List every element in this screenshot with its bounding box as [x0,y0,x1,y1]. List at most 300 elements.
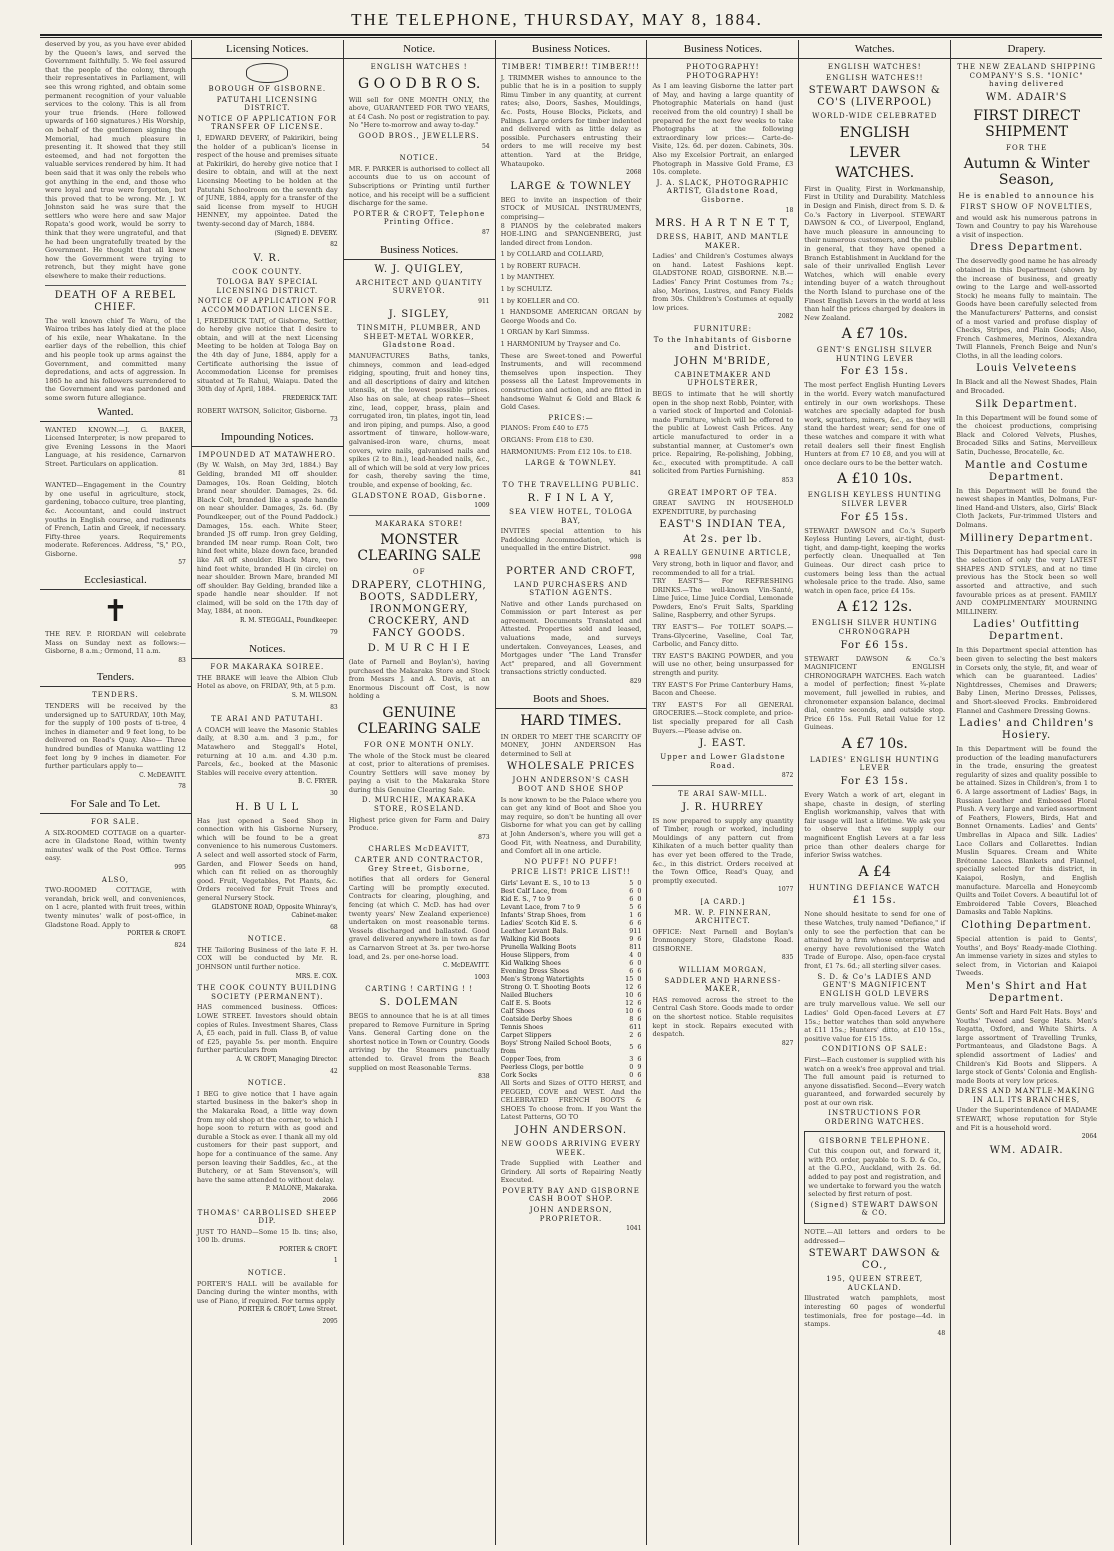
mantle-dept-text: In this Department will be found the newest shapes in Mantles, Dolmans, Fur-lined Hand-and Ulsters, also, Girls' Black Cloth Jackets, Fur-trimmed Ulsters and Dolmans. [956,486,1098,529]
signature: LARGE & TOWNLEY. [525,459,617,468]
ad-number: 853 [781,476,794,484]
morgan-subtitle: SADDLER AND HARNESS-MAKER, [664,976,782,994]
business-heading: Business Notices. [496,40,647,59]
item-shillings: 6 [629,1022,634,1031]
monster-sale-title: MONSTER CLEARING SALE [357,532,481,565]
item-shillings: 6 [629,958,634,967]
item-pence: 6 [637,1014,642,1023]
doleman-text: BEGS to announce that he is at all times prepared to Remove Furniture in Spring Vans. General Carting done on the shortest notice in Town or Country. Goods arriving by the Steamers punctually attended to. Gravel from the Beach supplied on most Reasonable Terms. [348,1011,490,1072]
vr-crest: V. R. [253,252,282,264]
price-list [501,424,642,456]
signature: R. M. STEGGALL, Poundkeeper. [240,617,338,625]
item-name: Infants' Strap Shoes, from [500,910,586,919]
item-name: Nailed Bluchers [500,990,553,999]
offer-4-text: Every Watch a work of art, elegant in shape, chaste in design, of sterling English workmanship, valves that with fair usage will last a lifetime. We ask you to observe that we supply our magnificent English Levers at a far less price than other dealers charge for inferior Swiss watches. [804,791,946,860]
table-row [501,1015,642,1023]
business-heading: Business Notices. [647,40,798,59]
offer-3-desc: ENGLISH SILVER HUNTING CHRONOGRAPH [811,619,938,636]
item-shillings: 8 [629,942,634,951]
instrument-item: 1 by SCHULTZ. [500,285,553,294]
silk-dept-title: Silk Department. [975,398,1078,410]
item-shillings: 9 [629,934,634,943]
column-2 [191,40,343,1545]
impound-list: (By W. Walsh, on May 3rd, 1884.) Bay Gelding, branded MI off shoulder. Damages, 10s. Roan Gelding, blotch brand near shoulder. Damages, 2s. 6d. Black Colt, branded like a spade handle on near shoulder. Damages, 2s. 6d. (By Poundkeeper, out of the Pound Paddock.) Damages, 15s. each. White Steer, branded JS off rump. Iron grey Gelding, branded IM near rump. Roan Colt, two hind feet white, blaze down face, branded like AR off shoulder. Black Mare, two hind feet white, branded H (in circle) on near shoulder. Brown Mare, branded MI off shoulder. Bay Gelding, branded like a spade handle near shoulder. If not claimed, will be sold on the 17th day of May, 1884, at noon. [196,461,338,616]
item-name: Coatside Derby Shoes [500,1014,573,1023]
goods-list: DRAPERY, CLOTHING, BOOTS, SADDLERY, IRONMONGERY, CROCKERY, AND FANCY GOODS. [351,579,487,639]
instrument-item: 1 by COLLARD and COLLARD, [500,250,604,259]
ad-number: 2082 [778,313,794,321]
tenders-text: TENDERS will be received by the undersigned up to SATURDAY, 10th May, for the supply of 100 posts of ti-tree, 4 inches in diameter and 9 feet long, to be delivered on Read's Quay. Also— Three hundred bundles of Manuka wattling 12 feet long by 9 inches in diameter. For further particulars apply to— [45,702,186,771]
offer-5-desc: HUNTING DEFIANCE WATCH [809,883,941,892]
offer-2-text: STEWART DAWSON and Co.'s Superb Keyless Hunting Levers, air-tight, dust-tight, and damp-tight, keeping the works perfectly clean. Unequalled at Ten Guineas. Our direct cash price to customers being less than the actual wholesale price to the trade. Also, same watch in open face, price £4 15s. [804,526,946,595]
card-label: [A CARD.] [700,897,746,906]
porter-text: Native and other Lands purchased on Commission or part Interest as per agreement. Documents Translated and Attested. Properties sold and leased, valuations made, and surveys undertaken. Conveyances, Leases, and Mortgages under "The Land Transfer Act" prepared, and all Government transactions strictly conducted. [500,599,642,677]
address-note: NOTE.—All letters and orders to be addressed— [804,1228,946,1245]
ad-number: 2068 [626,169,642,177]
no-puff-label: NO PUFF! NO PUFF! [524,857,618,866]
item-name: Strong O. T. Shooting Boots [500,982,591,991]
velveteens-text: In Black and all the Newest Shades, Plain and Brocaded. [956,378,1098,396]
ad-number: 1003 [474,973,490,981]
sale-also: ALSO, [101,875,129,884]
dress-dept-title: Dress Department. [969,242,1084,254]
ad-number: 82 [330,241,338,249]
notice-title: NOTICE. [399,154,439,163]
coach-title: TE ARAI AND PATUTAHI. [211,715,324,724]
item-pence: 9 [637,1062,642,1071]
signature: GLADSTONE ROAD, Opposite Whinray's, Cabinet-maker. [211,903,338,920]
column-6 [798,40,950,1545]
item-shillings: 3 [629,1054,634,1063]
gold-levers-title: S. D. & Co's LADIES AND GENT'S MAGNIFICENT ENGLISH GOLD LEVERS [817,972,933,998]
conditions-title: CONDITIONS OF SALE: [821,1045,928,1054]
tea-import-title: GREAT IMPORT OF TEA. [667,488,778,497]
adair-title: WM. ADAIR'S [985,91,1068,103]
quigley-title: W. J. QUIGLEY, [374,263,464,275]
table-row [501,975,642,983]
dressmaking-text: Under the Superintendence of MADAME STEWART, whose reputation for Style and Fit is a household word. [956,1106,1098,1132]
notice-title: NOTICE. [247,1269,287,1278]
gold-levers-text: are truly marvellous value. We sell our Ladies' Gold Open-faced Levers at £7 15s.; better watches than sold anywhere at £11 15s.; Hunters' ditto, at £10 15s., positive value for £15 15s. [804,1000,946,1043]
offer-1-price: A £7 10s. [841,326,908,343]
address-street: 195, QUEEN STREET, AUCKLAND. [826,1275,924,1292]
saving-text: GREAT SAVING IN HOUSEHOLD EXPENDITURE, by purchasing [652,499,794,516]
item-shillings: 6 [629,894,634,903]
watches-title: ENGLISH WATCHES ! [370,63,468,71]
outfitting-dept-title: Ladies' Outfitting Department. [973,619,1080,643]
item-name: Carpet Slippers [500,1030,552,1039]
item-pence: 6 [637,910,642,919]
signature: C. McDEAVITT. [442,962,490,970]
item-pence: 6 [637,1070,642,1079]
ad-number: 30 [330,789,338,797]
signature: A. W. CROFT, Managing Director. [236,1056,338,1063]
table-row [501,879,642,887]
english-label: ENGLISH [839,124,910,141]
table-row [501,1039,642,1055]
column-7 [950,40,1102,1545]
soiree-text: THE BRAKE will leave the Albion Club Hotel as above, on FRIDAY, 9th, at 5 p.m. [196,673,338,691]
try-east-item: TRY EAST'S For Prime Canterbury Hams, Bacon and Cheese. [652,680,794,698]
offer-5-for: £1 15s. [852,895,897,907]
ad-number: 872 [781,772,794,780]
item-pence: 6 [637,966,642,975]
column-4 [495,40,647,1545]
ad-number: 73 [330,416,338,424]
item-pence: 6 [637,1042,642,1051]
mens-dept-title: Men's Shirt and Hat Department. [965,980,1088,1004]
rebel-article: The well known chief Te Waru, of the Wairoa tribes has lately died at the place of his exile, near Whakatane. In the earlier days of the rebellion, this chief and his people took up arms against the Government, and committed many depredations, and acts of aggression. In 1865 he and his followers surrendered to the Government and was pardoned and some sworn future allegiance. [45,316,186,402]
millinery-dept-title: Millinery Department. [959,532,1094,544]
mcdeavitt-title: CHARLES McDEAVITT, [368,845,470,854]
coupon-heading: GISBORNE TELEPHONE. [819,1136,931,1145]
item-pence: 11 [633,1022,642,1031]
ad-number: 838 [478,1073,490,1081]
table-row [501,1063,642,1071]
ad-number: 1009 [474,502,490,510]
table-row [501,919,642,927]
tea-price: At 2s. per lb. [683,534,763,546]
offer-1-for: For £3 15s. [840,366,909,378]
item-shillings: 4 [629,950,634,959]
ad-number: 1 [333,1257,338,1265]
table-row [501,927,642,935]
quigley-subtitle: ARCHITECT AND QUANTITY SURVEYOR. [355,278,483,296]
order-coupon[interactable] [804,1131,945,1224]
ad-number: 83 [330,703,338,711]
boots-heading: Boots and Shoes. [496,690,647,709]
finlay-subtitle: SEA VIEW HOTEL, TOLOGA BAY, [509,507,633,525]
item-shillings: 0 [629,1070,634,1079]
instrument-item: 1 HARMONIUM by Trayser and Co. [500,340,621,349]
society-text: HAS commenced business. Offices: LOWE STREET. Investors should obtain copies of Rules. Investment Shares, Class A, £5 each, paid in full. Class B, of value of £25, payable 5s. per month. Enquire further particulars from [196,1003,338,1055]
item-name: Best Calf Lace, from [500,886,567,895]
makaraka-title: MAKARAKA STORE! [375,519,464,528]
furniture-title: FURNITURE: [693,325,752,334]
column-3 [343,40,495,1545]
address-title: STEWART DAWSON & CO., [808,1248,941,1272]
item-shillings: 10 [625,1006,634,1015]
hard-times-text: IN ORDER TO MEET THE SCARCITY OF MONEY, JOHN ANDERSON Has determined to Sell at [500,732,642,758]
new-goods-label: NEW GOODS ARRIVING EVERY WEEK. [501,1139,641,1157]
east-subtitle: Upper and Lower Gladstone Road. [660,753,786,770]
adair-signature: WM. ADAIR. [989,1144,1064,1156]
offer-5-text: None should hesitate to send for one of these Watches, truly named "Defiance," if only to see the perfection that can be attained by a firm whose enterprise and energy have revolutionised the Watch Trade of Europe. Also, open-face crystal front, £1 7s. 6d.; all sterling silver cases. [804,910,946,970]
offer-2-for: For £5 15s. [840,511,909,523]
finlay-text: INVITES special attention to his Paddocking Accommodation, which is unequalled in the entire District. [500,527,642,553]
tailoring-notice: THE Tailoring Business of the late F. H. COX will be conducted by Mr. R. JOHNSON until further notice. [196,945,338,972]
signature: JOHN ANDERSON, PROPRIETOR. [529,1206,613,1223]
clothing-dept-title: Clothing Department. [961,919,1092,931]
watches-heading: Watches. [799,40,950,59]
item-shillings: 12 [625,998,634,1007]
wanted-heading: Wanted. [40,403,191,422]
borough-title: BOROUGH OF GISBORNE. [208,85,327,93]
price-item: PIANOS: From £40 to £75 [500,424,589,433]
accommodation-title: NOTICE OF APPLICATION FOR ACCOMMODATION LICENSE. [197,297,337,315]
sale-ad-2: TWO-ROOMED COTTAGE, with verandah, brick well, and conveniences, on 1 acre, planted with fruit trees, within twenty minutes' walk of post-office, in Gladstone Road. Apply to [45,886,186,929]
table-row [501,943,642,951]
signature: S. M. WILSON. [291,692,338,700]
tea-subtitle: A REALLY GENUINE ARTICLE, [654,549,792,558]
offer-5-price: A £4 [858,863,891,880]
morgan-text: HAS removed across the street to the Central Cash Store. Goods made to order on the shortest notice. Stable requisites kept in stock. Repairs executed with despatch. [652,995,794,1039]
parker-notice: MR. F. PARKER is authorised to collect all accounts due to us on account of Subscriptions or Printing until further notice, and his receipt will be a sufficient discharge for the same. [348,164,490,208]
ad-number: 54 [481,142,490,150]
dress-dept-text: The deservedly good name he has already obtained in this Department (shown by the increase of business, and greatly owing to the Large and well-assorted Stock) he means fully to maintain. The Goods have been carefully selected from the Manufacturers' Patterns, and consist of a most varied and profuse display of Checks, Stripes, and Plain Goods; Also, French Cashmeres, Merinos, Alexandra Twill Flannels, French Beige and Nun's Cloths, in all the leading colors. [956,257,1098,360]
item-name: Calf Shoes [500,1006,536,1015]
accommodation-notice: I, FREDERICK TAIT, of Gisborne, Settler, do hereby give notice that I desire to obtain, and will at the next Licensing Meeting to be holden at Tologa Bay on the 4th day of June, 1884, apply for a Certificate authorising the issue of Accommodation License for premises situated at Te Rahui, Waiapu. Dated the 30th day of April, 1884. [196,316,338,394]
ad-number: 18 [785,206,794,214]
item-name: Kid E. S., 7 to 9 [500,894,552,903]
signature: C. McDEAVITT. [139,771,186,779]
notice-title: NOTICE. [247,935,287,944]
item-pence: 6 [637,982,642,991]
store-text-2: All Sorts and Sizes of OTTO HERST, and PEGGED, COVE and WEST. And the CELEBRATED FRENCH BOOTS & SHOES To choose from. If you Want the Latest Patterns, GO TO [500,1078,642,1122]
item-pence: 6 [637,1054,642,1063]
item-pence: 0 [637,958,642,967]
item-name: Peerless Clogs, per bottle [500,1062,584,1071]
notice-title: NOTICE. [247,1079,287,1088]
offer-3-for: For £6 15s. [840,639,909,651]
offer-4-for: For £3 15s. [840,776,909,788]
sigley-subtitle: TINSMITH, PLUMBER, AND SHEET-METAL WORKER, Gladstone Road. [356,324,482,350]
hartnett-subtitle: DRESS, HABIT, AND MANTLE MAKER. [656,233,790,250]
masthead-rule-thin [40,37,1102,38]
instrument-item: 1 HANDSOME AMERICAN ORGAN by George Woods and Co. [500,308,642,325]
item-shillings: 0 [629,1062,634,1071]
signature: MRS. E. COX. [295,972,338,980]
table-row [501,991,642,999]
dressmaking-title: DRESS AND MANTLE-MAKING IN ALL ITS BRANCHES, [958,1087,1096,1104]
instrument-item: 1 by KOELLER and CO. [500,296,580,305]
item-name: Walking Kid Boots [500,934,560,943]
item-name: Men's Strong Watertights [500,974,585,983]
sawmill-title: TE ARAI SAW-MILL. [678,789,768,798]
mcdeavitt-text: notifies that all orders for General Carting will be promptly executed. Contracts for clearing, ploughing, and fencing (at which C. McD. has had over twenty years' New Zealand experience) undertaken on most reasonable terms. Vessels discharged and ballasted. Good gravel delivered anywhere in town as far as Carnarvon Street at 3s. per two-horse load, and 2s. per one-horse load. [348,875,490,961]
timber-title: TIMBER! TIMBER!! TIMBER!!! [502,63,640,71]
ad-number: 873 [478,833,490,841]
table-row [501,1023,642,1031]
porter-subtitle: LAND PURCHASERS AND STATION AGENTS. [514,580,628,598]
offer-1-desc: GENT'S ENGLISH SILVER HUNTING LEVER [816,346,933,363]
rebel-heading: DEATH OF A REBEL CHIEF. [54,289,177,313]
mcbride-text: BEGS to intimate that he will shortly open in the shop next Robb, Pointer, with a varied stock of Imported and Colonial-made Furniture, which will be offered to the public at Lowest Cash Prices. Any article manufactured to order in a substantial manner, at Customer's own price. Repairing, Re-polishing, Jobbing, &c., executed with promptitude. A call solicited from Parties Furnishing. [652,390,794,476]
timber-text: J. TRIMMER wishes to announce to the public that he is in a position to supply Rimu Timber in any quantity, at current rates; also, Doors, Sashes, Mouldings, &c. Posts, House Blocks, Pickets, and Palings. Large orders for timber indented and delivered with as little delay as possible. Purchasers entrusting their orders to me will receive my best attention. Yard at the Bridge, Whataupoko. [500,73,642,168]
mcbride-subtitle: CABINETMAKER AND UPHOLSTERER, [674,370,772,388]
instrument-item: 8 PIANOS by the celebrated makers HOE-LING and SPANGENBERG, just landed direct from London. [500,221,642,247]
item-pence: 0 [637,886,642,895]
finneran-title: MR. W. P. FINNERAN, ARCHITECT. [674,908,772,926]
item-shillings: 2 [629,1030,634,1039]
ad-number: 998 [629,553,642,561]
instrument-list [501,222,642,349]
ad-number: 48 [937,1329,946,1337]
table-row [501,999,642,1007]
item-pence: 11 [633,926,642,935]
ad-number: 42 [330,1067,338,1075]
bull-text: Has just opened a Seed Shop in connection with his Gisborne Nursery, which will be found to be a great convenience to his numerous Customers. A select and well assorted stock of Farm, Garden, and Flower Seeds on hand, which can fit relied on as thoroughly good. Fruit, Vegetables, Pot Plants, &c. Orders received for Fruit Trees and general Nursery Stock. [196,816,338,902]
ad-number: 829 [629,678,642,686]
item-name: Ladies' Scotch Kid E. S. [500,918,578,927]
ecclesiastical-heading: Ecclesiastical. [40,571,191,590]
instructions-title: INSTRUCTIONS FOR ORDERING WATCHES. [824,1109,925,1127]
signature: PORTER & CROFT. [279,1245,338,1253]
stewart-dawson-title: STEWART DAWSON & CO'S (LIVERPOOL) [808,85,941,109]
mantle-dept-title: Mantle and Costume Department. [964,459,1089,483]
sale-subheading: FOR SALE. [90,817,140,826]
mens-dept-text: Gents' Soft and Hard Felt Hats. Boys' and Youths' Tweed and Serge Hats. Men's Regatta, Oxford, and White Shirts. A large assortment of Travelling Trunks, Portmanteaus, and Gladstone Bags. A splendid assortment of Ladies' and Children's Kid Boots and Slippers. A large stock of Gents' Colonia and English-made Boots at very low prices. [956,1007,1098,1085]
ad-number: 87 [481,228,490,236]
hall-text: PORTER'S HALL will be available for Dancing during the winter months, with use of Piano, if required. For terms apply [196,1279,338,1305]
coach-text: A COACH will leave the Masonic Stables daily, at 8.30 a.m. and 3 p.m., for Matawhero and Steggall's Hotel, returning at 10 a.m. and 4.30 p.m. Parcels, &c., booked at the Masonic Stables will receive every attention. [196,725,338,777]
signature: GOOD BROS., JEWELLERS. [358,131,480,140]
try-east-item: TRY EAST'S BAKING POWDER, and you will use no other, being unsurpassed for strength and purity. [652,651,794,678]
tologa-title: TOLOGA BAY SPECIAL LICENSING DISTRICT. [216,278,319,295]
clothing-dept-text: Special attention is paid to Gents', Youths', and Boys' Ready-made Clothing. An immense variety in sizes and styles to select from, in Victorian and Kaiapoi Tweeds. [956,934,1098,978]
season-title: Autumn & Winter Season, [963,156,1090,189]
velveteens-title: Louis Velveteens [976,363,1078,375]
townley-text: BEG to invite an inspection of their STOCK of MUSICAL INSTRUMENTS, comprising— [500,195,642,221]
offer-4-desc: LADIES' ENGLISH HUNTING LEVER [809,755,940,773]
mass-notice: THE REV. P. RIORDAN will celebrate Mass on Sunday next as follows:—Gisborne, 8 a.m.; Ormond, 11 a.m. [45,630,186,656]
ad-number: 78 [178,783,186,791]
item-name: Levant Lace, from 7 to 9 [500,902,581,911]
coupon-signature: (Signed) STEWART DAWSON & CO. [810,1200,939,1218]
murchie-text: (late of Parnell and Boylan's), having purchased the Makaraka Store and Stock from Messrs J. and A. Davis, at an Enormous Discount off Cost, is now holding a [348,657,490,701]
lever-label: LEVER [849,144,900,161]
table-row [501,1071,642,1079]
offer-2-desc: ENGLISH KEYLESS HUNTING SILVER LEVER [807,491,942,508]
anderson-title: JOHN ANDERSON. [515,1124,628,1136]
table-row [501,1007,642,1015]
ad-number: 824 [174,941,186,949]
signature: FREDERICK TAIT. [282,395,338,402]
instrument-item: 1 by ROBERT RUFACH. [500,261,581,270]
signature: J. A. SLACK, PHOTOGRAPHIC ARTIST, Gladstone Road, Gisborne. [656,178,790,204]
item-shillings: 6 [629,918,634,927]
hosiery-dept-text: In this Department will be found the production of the leading manufacturers in the trade, ensuring the greatest regularity of sizes and quality possible to be attained. Sizes in Children's, from 1 to 6. A large assortment of Ladies' Bags, in Russian Leather and Embossed Floral Plush. A very large and varied assortment of Feathers, Flowers, Birds, Hat and Bonnet Ornaments. Ladies' and Gents' Umbrellas in Alpaca and Silk. Ladies' Lace Collars and Collarettes. Indian Muslin Squares. Cream and White Brétonne Laces. Blankets and Flannel, specially selected for this district, in Kaiapoi, Roslyn, and English manufacture. Marcella and Honeycomb Quilts and Toilet Covers. A beautiful lot of Embroidered Table Covers, Bleached Damasks and Table Napkins. [956,745,1098,917]
carting-title: CARTING ! CARTING ! ! [365,985,474,994]
mcbride-intro: To the Inhabitants of Gisborne and District. [653,335,792,353]
masthead-rule [40,34,1102,36]
conditions-text: First—Each customer is supplied with his watch on a week's free approval and trial. The full amount paid is returned to anyone dissatisfied. Second—Every watch guaranteed, and forwarded securely by post at our own risk. [804,1055,946,1107]
item-shillings: 6 [629,966,634,975]
item-name: Calf E. S. Boots [500,998,551,1007]
hurrey-text: IS now prepared to supply any quantity of Timber, rough or worked, including Mouldings of any pattern cut from Kihikaten of a much better quality than has ever yet been offered to the Trade, &c., in this district. Orders received at the Town Office, Read's Quay, and promptly executed. [652,816,794,885]
offer-1-text: The most perfect English Hunting Levers in the world. Every watch manufactured entirely in our own workshops. These watches are specially adapted for bush work, squatters, miners, &c., as they will stand the hardest wear; send for one of these watches and compare it with what retail dealers sell their finest English Hunters at from £7 10 £8, and you will at once declare ours to be the better watch. [804,381,946,467]
price-item: ORGANS: From £18 to £30. [500,435,594,444]
item-pence: 6 [637,990,642,999]
item-name: Girls' Levant E. S., 10 to 13 [500,878,590,887]
item-pence: 11 [633,942,642,951]
store-text: Is now known to be the Palace where you can get any kind of Boot and Shoe you may require, so don't be hunting all over Gisborne for what you can get by calling at John Anderson's, where you will get a Good Fit, with Neatness, and Durability, and Comfort all in one article. [500,795,642,856]
offer-3-text: STEWART DAWSON & Co.'s MAGNIFICENT ENGLISH CHRONOGRAPH WATCHES. Each watch a model of perfection; finest ¾-plate movement, full jewelled in rubies, and chronometer expansion balance, decimal dial, centre seconds, and outside stop. Price £6 15s. Full Retail Value for 12 Guineas. [804,654,946,732]
ad-number: 841 [629,469,642,477]
item-pence: 6 [637,1030,642,1039]
business-heading: Business Notices. [344,241,495,260]
hard-times-title: HARD TIMES. [520,712,622,729]
table-row [501,895,642,903]
item-pence: 6 [637,1006,642,1015]
english-watches-1: ENGLISH WATCHES! [827,63,922,71]
hartnett-text: Ladies' and Children's Costumes always on hand. Latest Fashions kept. GLADSTONE ROAD, GISBORNE. N.B.—Ladies' Fancy Print Costumes from 7s.; also, Merinos, Lustres, and Fancy Fields from 30s. Children's Costumes at equally low prices. [652,252,794,312]
good-bros-title: G O O D B R O S. [357,75,481,92]
signature: B. C. FRYER. [298,778,338,786]
ad-number: 2095 [322,1318,338,1326]
cross-icon: ✝ [102,594,128,630]
murchie-title: D. M U R C H I E [367,642,471,654]
table-row [501,983,642,991]
ad-number: 2064 [1081,1133,1098,1141]
item-shillings: 5 [629,902,634,911]
ad-number: 68 [330,923,338,931]
ad-number: 835 [781,954,794,962]
table-row [501,967,642,975]
coupon-text: Cut this coupon out, and forward it, with P.O. order, payable to S. D. & Co., at the G.P.O., Auckland, with 2s. 6d. added to pay post and registration, and we undertake to forward you the watch selected by first return of post. [808,1147,942,1199]
boot-price-table [501,879,642,1079]
hosiery-dept-title: Ladies' and Children's Hosiery. [959,718,1095,742]
announce-text: He is enabled to announce his [958,192,1095,201]
sale-ad-1: A SIX-ROOMED COTTAGE on a quarter-acre in Gladstone Road, within twenty minutes' walk of the Post Office. Terms easy. [45,828,186,863]
item-name: Kid Walking Shoes [500,958,561,967]
divider [652,785,793,786]
item-pence: 0 [637,894,642,903]
morgan-title: WILLIAM MORGAN, [678,966,767,975]
licensing-heading: Licensing Notices. [192,40,343,59]
item-pence: 6 [637,998,642,1007]
mcbride-title: JOHN M'BRIDE, [674,355,771,367]
borough-crest-icon [246,63,288,83]
ad-number: 911 [478,297,490,305]
item-pence: 6 [637,918,642,927]
item-shillings: 8 [629,1014,634,1023]
baker-notice: I BEG to give notice that I have again started business in the baker's shop in the Makaraka Road, a little way down from my old shop at the corner, to which I hope soon to return with as good and durable a Stock as ever. I thank all my old customers for their past support, and hope for a continuance of the same. Any person leaving their Saddles, &c., at the Butchery, or at Sam Stevenson's, will have the same attended to without delay. [196,1089,338,1184]
try-east-item: TRY EAST'S— For TOILET SOAPS.—Trans-Glycerine, Vaseline, Coal Tar, Carbolic, and Fancy ditto. [652,623,794,649]
signature: PORTER & CROFT, Telephone Printing Office. [353,209,486,227]
mcdeavitt-subtitle: CARTER AND CONTRACTOR, Grey Street, Gisborne, [354,856,484,873]
item-pence: 6 [637,934,642,943]
impounding-heading: Impounding Notices. [192,428,343,447]
silk-dept-text: In this Department will be found some of the choicest productions, comprising Black and Colored Velvets, Plushes, Brocaded Silks and Satins, Merveilleux Satin, Duchesse, Brocatelle, &c. [956,413,1098,457]
item-shillings: 5 [629,1042,634,1051]
store-text-3: Trade Supplied with Leather and Grindery. All sorts of Repairing Neatly Executed. [500,1159,642,1185]
novelties-title: FIRST SHOW OF NOVELTIES, [960,202,1093,211]
offer-3-price: A £12 12s. [837,599,913,616]
instrument-item: 1 ORGAN by Karl Simmss. [500,328,590,337]
society-title: THE COOK COUNTY BUILDING SOCIETY (PERMANENT). [197,984,338,1001]
table-row [501,959,642,967]
impound-title: IMPOUNDED AT MATAWHERO. [198,450,337,459]
prices-label: PRICES:— [548,413,594,422]
sale-heading: For Sale and To Let. [40,795,191,814]
item-shillings: 1 [629,910,634,919]
try-east-item: TRY EAST'S— For REFRESHING DRINKS.—The well-known Vin-Santé, Lime Juice, Lime Juice Cordial, Lemonade Powders, Eno's Fruit Salts, Sparkling Saline, Raspberry, and other Syrups. [652,577,794,620]
tea-text: Very strong, both in liquor and flavor, and recommended to all for a trial. [652,559,794,577]
table-row [501,903,642,911]
ad-number: 827 [781,1039,794,1047]
item-shillings: 5 [629,878,634,887]
table-row [501,1055,642,1063]
photo-text: As I am leaving Gisborne the latter part of May, and having a large quantity of Photographic Materials on hand (just received from the old country) I shall be prepared for the next few weeks to take Photographs at the following extraordinary low prices:— Carte-de-Visite, 12s. 6d. per dozen. Cabinets, 30s. Also my Excelsior Portrait, an enlarged Photograph in Massive Gold Frame, £3 10s. complete. [652,82,794,177]
item-shillings: 10 [625,990,634,999]
item-name: Evening Dress Shoes [500,966,569,975]
dip-text: JUST TO HAND—Some 15 lb. tins; also, 100 lb. drums. [196,1227,338,1245]
stewart-intro: First in Quality, First in Workmanship, First in Utility and Durability. Matchless in Design and Finish, direct from S. D. & Co.'s Factory in Liverpool. STEWART DAWSON & CO., of Liverpool, England, have much pleasure in announcing to their numerous customers, and the public in general, that they have opened a Branch Establishment in Auckland for the sale of their unrivalled English Lever Watches, which will enable every intending buyer of a watch throughout the North Island to purchase one of the Finest English Levers in the world at less than half the prices charged by dealers in New Zealand. [804,184,946,322]
english-watches-2: ENGLISH WATCHES!! [825,73,924,82]
of-label: OF [412,568,426,577]
table-row [501,1031,642,1039]
